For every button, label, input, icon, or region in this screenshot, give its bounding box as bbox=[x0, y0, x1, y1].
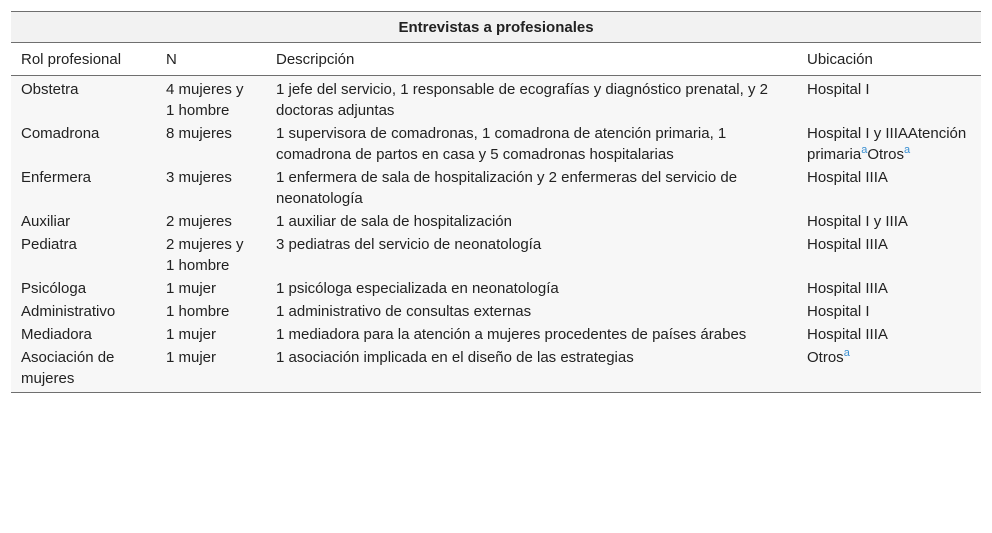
table-row bbox=[11, 166, 981, 210]
cell-n: 1 mujer bbox=[156, 323, 266, 346]
table-title: Entrevistas a profesionales bbox=[11, 12, 981, 43]
table-row bbox=[11, 210, 981, 233]
cell-n: 3 mujeres bbox=[156, 166, 266, 210]
cell-n: 1 hombre bbox=[156, 300, 266, 323]
cell-ubicacion: Hospital IIIA bbox=[797, 323, 981, 346]
cell-descripcion: 1 supervisora de comadronas, 1 comadrona de atención primaria, 1 comadrona de partos en casa y 5 comadronas hospitalarias bbox=[266, 122, 797, 166]
footnote-link[interactable]: a bbox=[904, 144, 911, 156]
cell-rol: Mediadora bbox=[11, 323, 156, 346]
table-row bbox=[11, 233, 981, 277]
cell-descripcion: 1 jefe del servicio, 1 responsable de ecografías y diagnóstico prenatal, y 2 doctoras adjuntas bbox=[266, 76, 797, 123]
professionals-table bbox=[11, 11, 981, 393]
column-header-rol: Rol profesional bbox=[11, 43, 156, 76]
cell-descripcion: 1 auxiliar de sala de hospitalización bbox=[266, 210, 797, 233]
cell-descripcion: 1 asociación implicada en el diseño de las estrategias bbox=[266, 346, 797, 393]
table-row bbox=[11, 323, 981, 346]
table-row bbox=[11, 277, 981, 300]
cell-ubicacion: Hospital IIIA bbox=[797, 277, 981, 300]
table-row bbox=[11, 346, 981, 393]
cell-ubicacion bbox=[797, 346, 981, 393]
cell-rol: Psicóloga bbox=[11, 277, 156, 300]
footnote-link[interactable]: a bbox=[843, 347, 850, 359]
ubicacion-text: Hospital I y IIIAAtención primaria bbox=[807, 125, 967, 163]
cell-descripcion: 1 mediadora para la atención a mujeres procedentes de países árabes bbox=[266, 323, 797, 346]
cell-descripcion: 1 psicóloga especializada en neonatología bbox=[266, 277, 797, 300]
cell-rol: Auxiliar bbox=[11, 210, 156, 233]
column-header-ubicacion: Ubicación bbox=[797, 43, 981, 76]
cell-rol: Pediatra bbox=[11, 233, 156, 277]
cell-descripcion: 1 enfermera de sala de hospitalización y 2 enfermeras del servicio de neonatología bbox=[266, 166, 797, 210]
cell-n: 2 mujeres y 1 hombre bbox=[156, 233, 266, 277]
cell-ubicacion bbox=[797, 122, 981, 166]
table-container bbox=[11, 11, 981, 393]
table-row bbox=[11, 300, 981, 323]
cell-descripcion: 3 pediatras del servicio de neonatología bbox=[266, 233, 797, 277]
cell-descripcion: 1 administrativo de consultas externas bbox=[266, 300, 797, 323]
cell-ubicacion: Hospital I bbox=[797, 76, 981, 123]
ubicacion-text: Otros bbox=[867, 146, 904, 163]
cell-n: 8 mujeres bbox=[156, 122, 266, 166]
ubicacion-text: Otros bbox=[807, 349, 844, 366]
cell-ubicacion: Hospital IIIA bbox=[797, 233, 981, 277]
cell-n: 1 mujer bbox=[156, 277, 266, 300]
cell-ubicacion: Hospital I y IIIA bbox=[797, 210, 981, 233]
column-header-descripcion: Descripción bbox=[266, 43, 797, 76]
column-header-n: N bbox=[156, 43, 266, 76]
cell-rol: Asociación de mujeres bbox=[11, 346, 156, 393]
cell-ubicacion: Hospital IIIA bbox=[797, 166, 981, 210]
footnote-link[interactable]: a bbox=[861, 144, 868, 156]
cell-ubicacion: Hospital I bbox=[797, 300, 981, 323]
table-row bbox=[11, 122, 981, 166]
cell-rol: Comadrona bbox=[11, 122, 156, 166]
cell-rol: Administrativo bbox=[11, 300, 156, 323]
cell-rol: Obstetra bbox=[11, 76, 156, 123]
table-title-row bbox=[11, 12, 981, 43]
cell-n: 2 mujeres bbox=[156, 210, 266, 233]
table-row bbox=[11, 76, 981, 123]
cell-n: 4 mujeres y 1 hombre bbox=[156, 76, 266, 123]
cell-n: 1 mujer bbox=[156, 346, 266, 393]
column-header-row bbox=[11, 43, 981, 76]
cell-rol: Enfermera bbox=[11, 166, 156, 210]
